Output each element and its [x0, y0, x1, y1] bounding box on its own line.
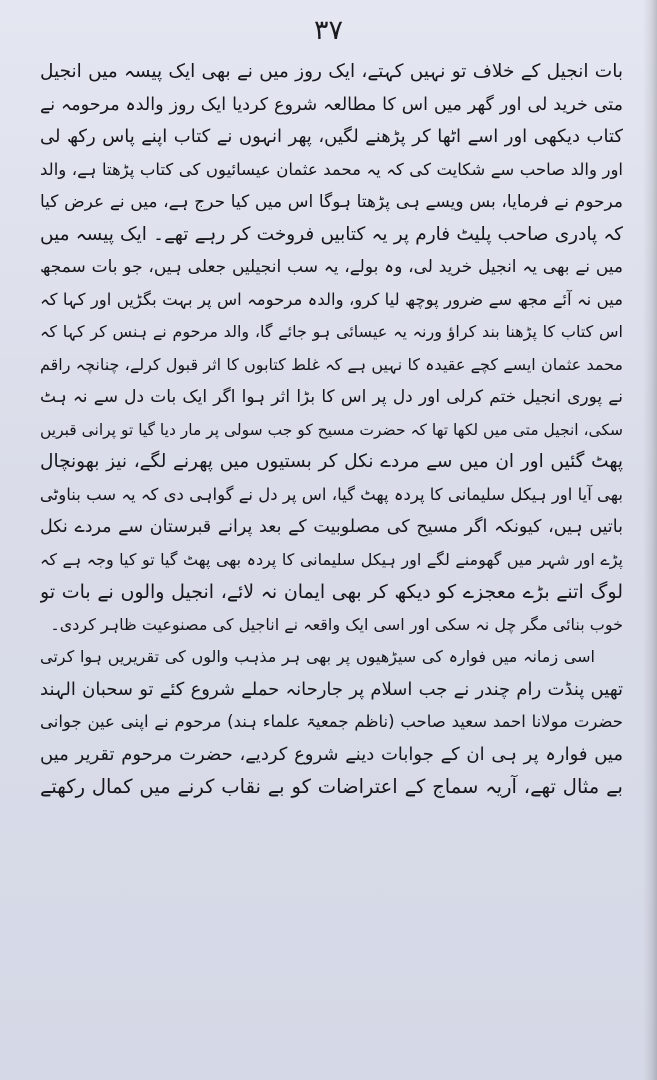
text-line-5: مرحوم نے فرمایا، بس ویسے ہی پڑھتا ہوگا اس میں کیا حرج ہے، میں نے عرض کیا — [40, 192, 623, 212]
text-line-7: میں نے بھی یہ انجیل خرید لی، وہ بولے، یہ سب انجیلیں جعلی ہیں، جو بات سمجھ — [40, 257, 623, 277]
text-line-22: میں فوارہ پر ہی ان کے جوابات دینے شروع کردیے، حضرت مرحوم تقریر میں — [40, 743, 623, 765]
text-line-11: نے پوری انجیل ختم کرلی اور دل پر اس کا بڑا اثر ہوا اگر ایک بات دل سے نہ ہٹ — [40, 387, 623, 407]
text-line-14: بھی آیا اور ہیکل سلیمانی کا پردہ پھٹ گیا، اس پر دل نے گواہی دی کہ یہ سب بناوٹی — [40, 484, 623, 504]
text-line-2: متی خرید لی اور گھر میں اس کا مطالعہ شروع کردیا ایک روز والدہ مرحومہ نے — [40, 94, 623, 115]
text-line-23: بے مثال تھے، آریہ سماج کے اعتراضات کو بے نقاب کرنے میں کمال رکھتے — [40, 775, 623, 798]
text-line-6: کہ پادری صاحب پلیٹ فارم پر یہ کتابیں فروخت کر رہے تھے۔ ایک پیسہ میں — [40, 223, 623, 245]
body-text — [40, 56, 623, 1076]
text-line-20: تھیں پنڈت رام چندر نے جب اسلام پر جارحانہ حملے شروع کئے تو سحبان الہند — [40, 678, 623, 700]
text-line-10: محمد عثمان ایسے کچے عقیدہ کا نہیں ہے کہ غلط کتابوں کا اثر قبول کرلے، چنانچہ راقم — [40, 354, 623, 374]
text-line-17: لوگ اتنے بڑے معجزے کو دیکھ کر بھی ایمان نہ لائے، انجیل والوں نے بات تو — [40, 581, 623, 603]
text-line-18: خوب بنائی مگر چل نہ سکی اور اسی ایک واقعہ نے اناجیل کی مصنوعیت ظاہر کردی۔ — [50, 614, 623, 634]
text-line-19: اسی زمانہ میں فوارہ کی سیڑھیوں پر بھی ہر مذہب والوں کی تقریریں ہوا کرتی — [40, 647, 595, 666]
text-line-3: کتاب دیکھی اور اسے اٹھا کر پڑھنے لگیں، پھر انہوں نے کتاب اپنے پاس رکھ لی — [40, 126, 623, 147]
text-line-12: سکی، انجیل متی میں لکھا تھا کہ حضرت مسیح کو جب سولی پر مار دیا گیا تو پرانی قبریں — [40, 420, 623, 439]
text-line-13: پھٹ گئیں اور ان میں سے مردے نکل کر بستیوں میں پھرنے لگے، نیز بھونچال — [40, 451, 623, 472]
page-edge-shadow — [643, 0, 657, 1080]
text-line-9: اس کتاب کا پڑھنا بند کراؤ ورنہ یہ عیسائی ہو جائے گا، والد مرحوم نے ہنس کر کہا کہ — [40, 322, 623, 341]
page-number: ۳۷ — [313, 15, 343, 46]
text-line-21: حضرت مولانا احمد سعید صاحب (ناظم جمعیۃ علماء ہند) مرحوم نے اپنی عین جوانی — [40, 712, 623, 731]
text-line-16: پڑے اور شہر میں گھومنے لگے اور ہیکل سلیمانی کا پردہ بھی پھٹ گیا تو کیا وجہ ہے کہ — [40, 549, 623, 569]
text-line-4: اور والد صاحب سے شکایت کی کہ یہ محمد عثمان عیسائیوں کی کتاب پڑھتا ہے، والد — [40, 159, 623, 179]
text-line-1: بات انجیل کے خلاف تو نہیں کہتے، ایک روز میں نے بھی ایک پیسہ میں انجیل — [40, 61, 623, 82]
text-line-15: باتیں ہیں، کیونکہ اگر مسیح کی مصلوبیت کے بعد پرانے قبرستان سے مردے نکل — [40, 517, 623, 537]
text-line-8: میں نہ آئے مجھ سے ضرور پوچھ لیا کرو، والدہ مرحومہ اس پر بہت بگڑیں اور کہا کہ — [40, 289, 623, 309]
